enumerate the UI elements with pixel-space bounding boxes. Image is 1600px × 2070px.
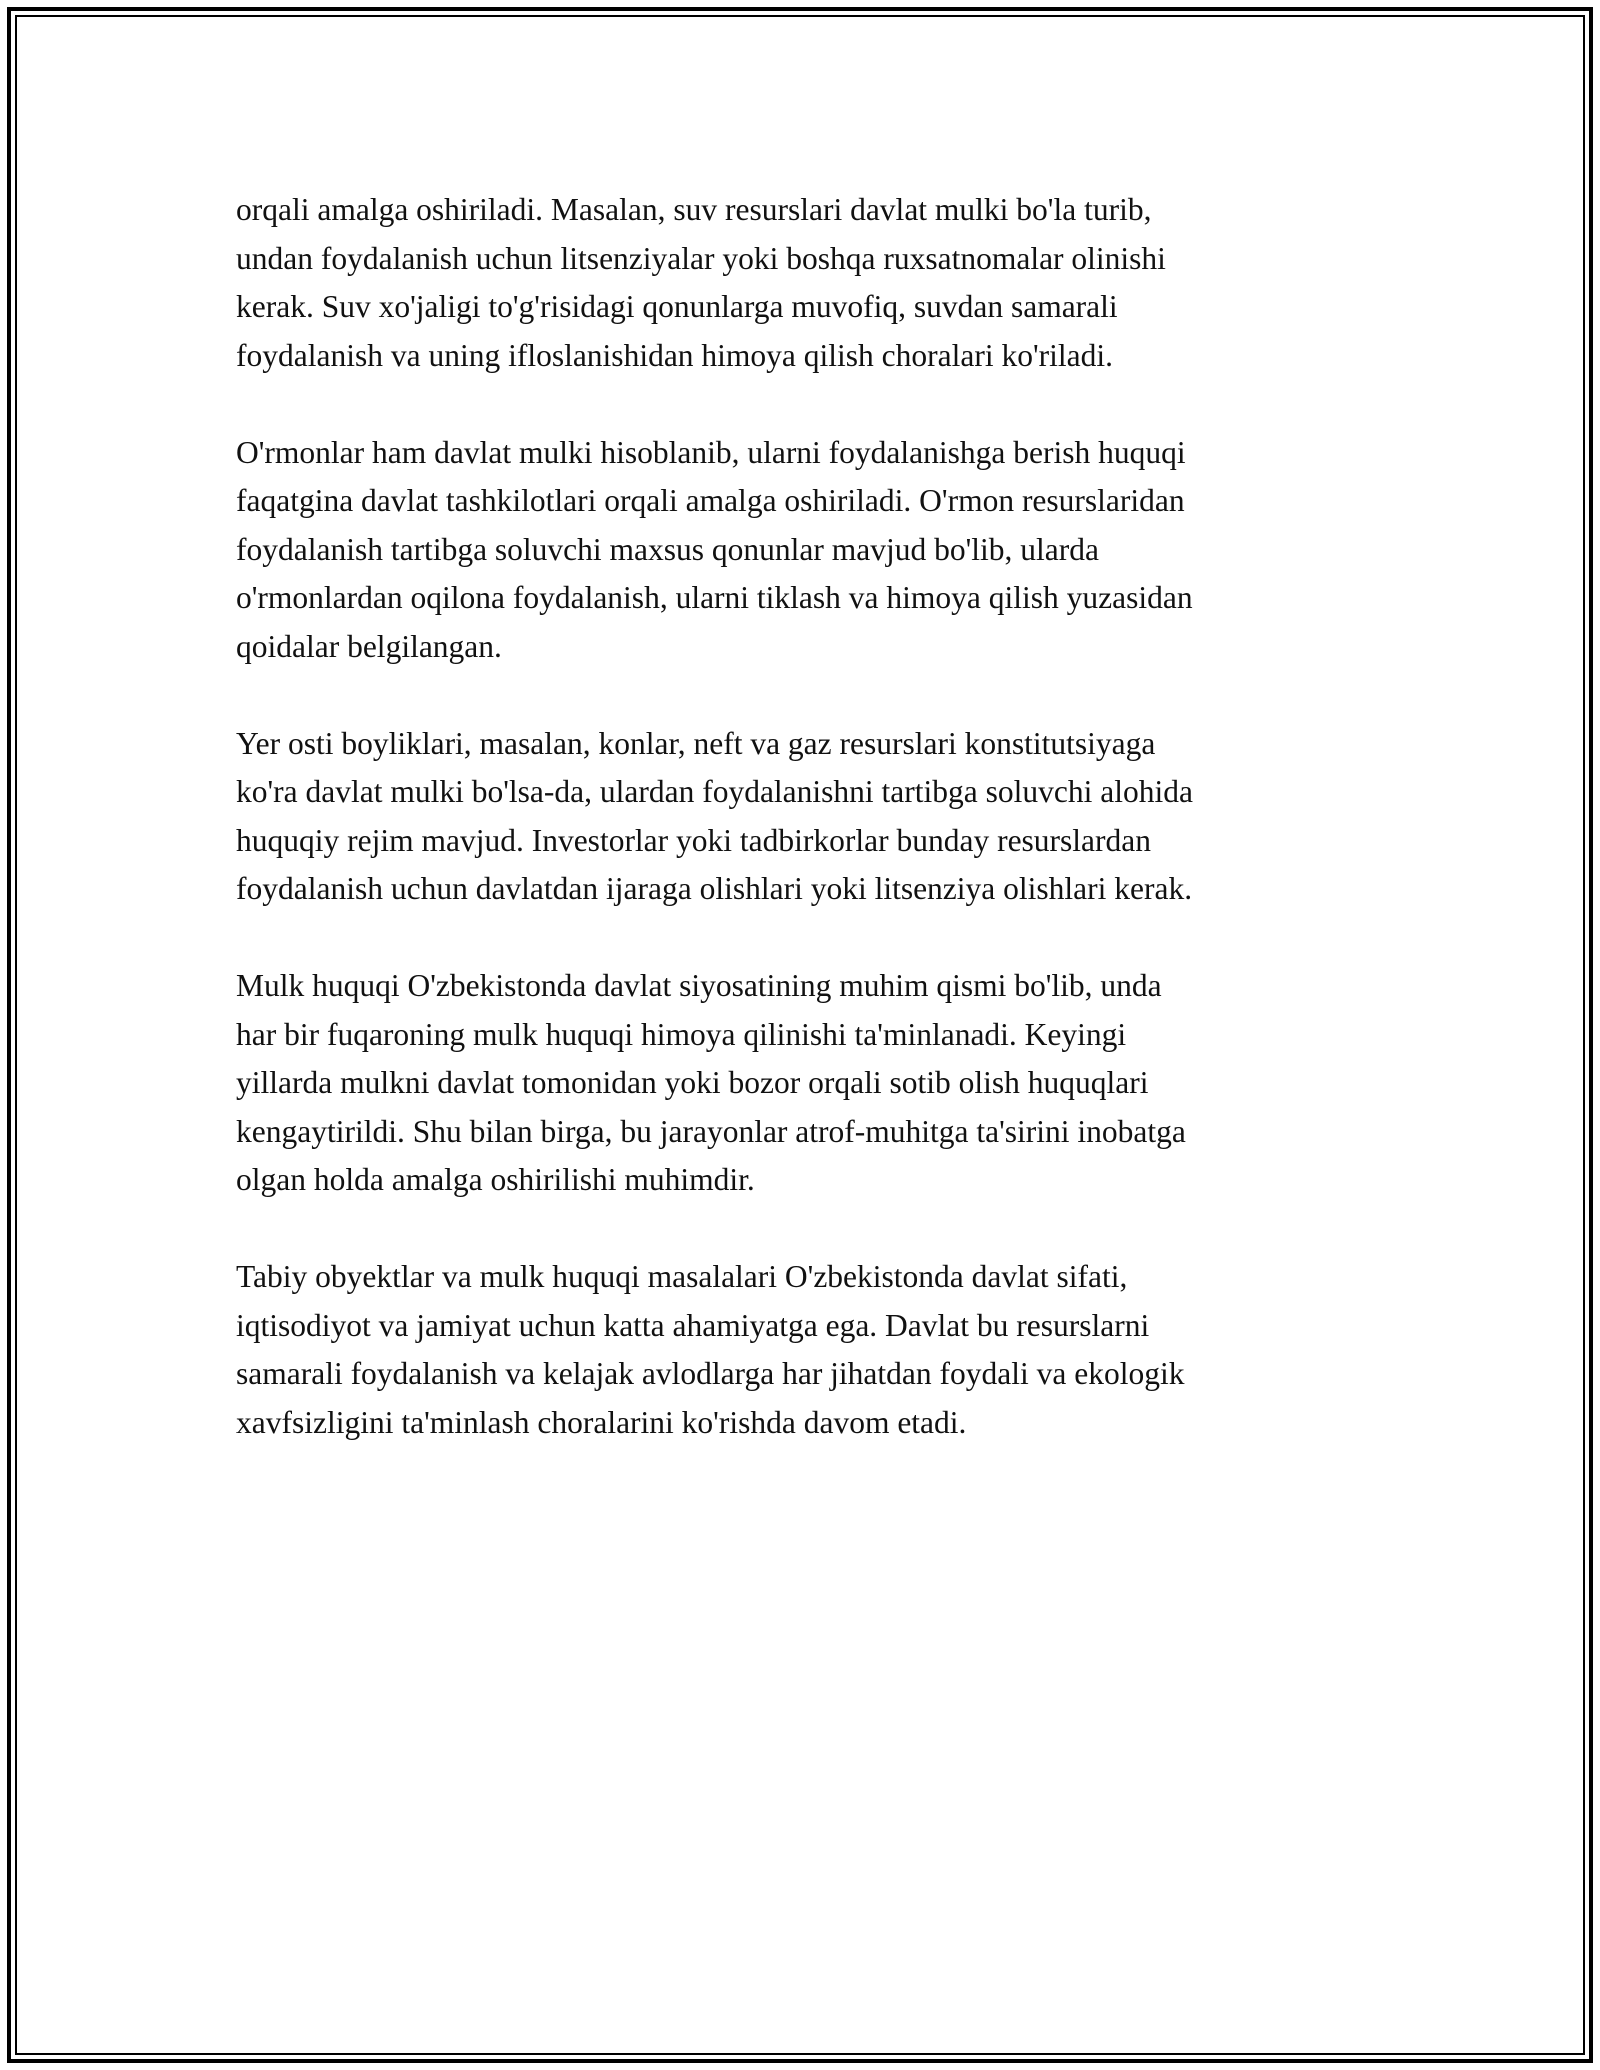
paragraph-conclusion: Tabiy obyektlar va mulk huquqi masalalari O'zbekistonda davlat sifati, iqtisodiyot va jamiyat uchun katta ahamiyatga ega. Davlat bu resurslarni samarali foydalanish va kelajak avlodlarga har jihatdan foydali va ekologik xavfsizligini ta'minlash choralarini ko'rishda davom etadi. bbox=[236, 1259, 1185, 1440]
paragraph-property-rights: Mulk huquqi O'zbekistonda davlat siyosatining muhim qismi bo'lib, unda har bir fuqaroning mulk huquqi himoya qilinishi ta'minlanadi. Keyingi yillarda mulkni davlat tomonidan yoki bozor orqali sotib olish huquqlari kengaytirildi. Shu bilan birga, bu jarayonlar atrof-muhitga ta'sirini inobatga olgan holda amalga oshirilishi muhimdir. bbox=[236, 968, 1186, 1197]
paragraph-forests: O'rmonlar ham davlat mulki hisoblanib, ularni foydalanishga berish huquqi faqatgina davlat tashkilotlari orqali amalga oshiriladi. O'rmon resurslaridan foydalanish tartibga soluvchi maxsus qonunlar mavjud bo'lib, ularda o'rmonlardan oqilona foydalanish, ularni tiklash va himoya qilish yuzasidan qoidalar belgilangan. bbox=[236, 434, 1193, 664]
paragraph-water-resources: orqali amalga oshiriladi. Masalan, suv resurslari davlat mulki bo'la turib, undan foydalanish uchun litsenziyalar yoki boshqa ruxsatnomalar olinishi kerak. Suv xo'jaligi to'g'risidagi qonunlarga muvofiq, suvdan samarali foydalanish va uning ifloslanishidan himoya qilish choralari ko'riladi. bbox=[236, 192, 1166, 373]
document-body bbox=[236, 186, 1366, 1496]
paragraph-subsoil-resources: Yer osti boyliklari, masalan, konlar, neft va gaz resurslari konstitutsiyaga ko'ra davlat mulki bo'lsa-da, ulardan foydalanishni tartibga soluvchi alohida huquqiy rejim mavjud. Investorlar yoki tadbirkorlar bunday resurslardan foydalanish uchun davlatdan ijaraga olishlari yoki litsenziya olishlari kerak. bbox=[236, 725, 1193, 906]
